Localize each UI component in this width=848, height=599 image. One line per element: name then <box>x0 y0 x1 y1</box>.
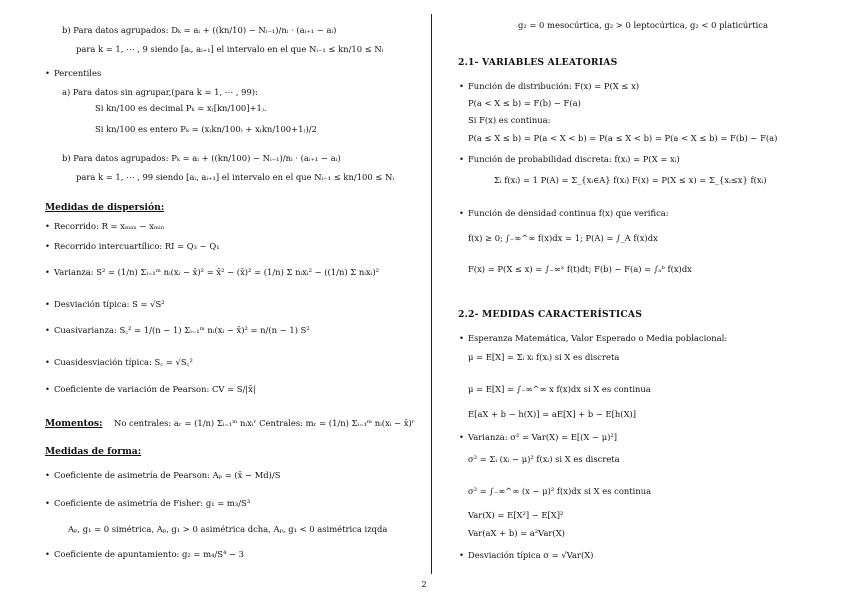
variance-definition-item: • Varianza: σ² = Var(X) = E[(X − μ)²] <box>468 432 617 443</box>
expectation-continuous: μ = E[X] = ∫₋∞^∞ x f(x)dx si X es continua <box>468 384 651 394</box>
expectation-item: • Esperanza Matemática, Valor Esperado o Media poblacional: <box>468 333 727 344</box>
percentiles-integer-case: Si kn/100 es entero Pₖ = (x₍kn/100₎ + x₍kn/100+1₎)/2 <box>95 124 317 134</box>
discrete-probability-item: • Función de probabilidad discreta: f(xᵢ) = P(X = xᵢ) <box>468 154 680 165</box>
variance-continuous: σ² = ∫₋∞^∞ (x − μ)² f(x)dx si X es continua <box>468 486 652 496</box>
iqr-item: • Recorrido intercuartílico: RI = Q₃ − Q₁ <box>54 241 220 252</box>
range-item: • Recorrido: R = xₘₐₓ − xₘᵢₙ <box>54 221 164 232</box>
discrete-properties: Σᵢ f(xᵢ) = 1 P(A) = Σ_{xᵢ∈A} f(xᵢ) F(x) = P(X ≤ x) = Σ_{xᵢ≤x} f(xᵢ) <box>494 175 767 185</box>
kurtosis-interpretation: g₂ = 0 mesocúrtica, g₂ > 0 leptocúrtica, g₂ < 0 platicúrtica <box>518 20 768 30</box>
interval-probability: P(a < X ≤ b) = F(b) − F(a) <box>468 98 581 108</box>
percentiles-grouped-formula: b) Para datos agrupados: Pₖ = aᵢ + ((kn/100) − Nᵢ₋₁)/nᵢ · (aᵢ₊₁ − aᵢ) <box>62 153 341 163</box>
column-divider <box>431 14 432 574</box>
percentiles-decimal-case: Si kn/100 es decimal Pₖ = x₍[kn/100]+1₎. <box>95 103 267 113</box>
section-characteristic-measures-heading: 2.2- MEDIDAS CARACTERÍSTICAS <box>458 309 643 320</box>
distribution-function-item: • Función de distribución: F(x) = P(X ≤ x) <box>468 81 639 92</box>
deciles-range-text: para k = 1, ⋯ , 9 siendo [aᵢ, aᵢ₊₁] el intervalo en el que Nᵢ₋₁ ≤ kn/10 ≤ Nᵢ <box>76 44 384 54</box>
quasivariance-item: • Cuasivarianza: S꜀² = 1/(n − 1) Σᵢ₌₁ᵐ nᵢ(xᵢ − x̄)² = n/(n − 1) S² <box>54 325 310 336</box>
skewness-interpretation: Aₚ, g₁ = 0 simétrica, Aₚ, g₁ > 0 asimétrica dcha, Aₚ, g₁ < 0 asimétrica izqda <box>68 524 388 534</box>
pearson-cv-item: • Coeficiente de variación de Pearson: CV = S/|x̄| <box>54 384 256 395</box>
deciles-grouped-formula: b) Para datos agrupados: Dₖ = aᵢ + ((kn/10) − Nᵢ₋₁)/nᵢ · (aᵢ₊₁ − aᵢ) <box>62 25 337 35</box>
density-cdf-relations: F(x) = P(X ≤ x) = ∫₋∞ˣ f(t)dt; F(b) − F(a) = ∫ₐᵇ f(x)dx <box>468 264 692 274</box>
quasi-std-dev-item: • Cuasidesviación típica: S꜀ = √S꜀² <box>54 357 193 368</box>
fisher-skewness-item: • Coeficiente de asimetría de Fisher: g₁ = m₃/S³ <box>54 498 250 509</box>
dispersion-heading: Medidas de dispersión: <box>45 202 165 213</box>
section-random-variables-heading: 2.1- VARIABLES ALEATORIAS <box>458 57 618 68</box>
moments-heading: Momentos: <box>45 418 103 429</box>
expectation-linearity: E[aX + b − h(X)] = aE[X] + b − E[h(X)] <box>468 409 637 419</box>
expectation-discrete: μ = E[X] = Σᵢ xᵢ f(xᵢ) si X es discreta <box>468 352 620 362</box>
continuous-condition: Si F(x) es continua: <box>468 115 551 125</box>
variance-shortcut: Var(X) = E[X²] − E[X]² <box>468 510 564 520</box>
variance-discrete: σ² = Σᵢ (xᵢ − μ)² f(xᵢ) si X es discreta <box>468 454 620 464</box>
pearson-skewness-item: • Coeficiente de asimetría de Pearson: Aₚ = (x̄ − Md)/S <box>54 470 281 481</box>
variance-item: • Varianza: S² = (1/n) Σᵢ₌₁ᵐ nᵢ(xᵢ − x̄)² = x̄² − (x̄)² = (1/n) Σ nᵢxᵢ² − ((1/n) Σ nᵢxᵢ)² <box>54 267 379 278</box>
continuous-equalities: P(a ≤ X ≤ b) = P(a < X < b) = P(a ≤ X < b) = P(a < X ≤ b) = F(b) − F(a) <box>468 133 778 143</box>
percentiles-heading: • Percentiles <box>54 68 101 79</box>
kurtosis-item: • Coeficiente de apuntamiento: g₂ = m₄/S⁴ − 3 <box>54 549 244 560</box>
std-deviation-definition-item: • Desviación típica σ = √Var(X) <box>468 550 593 561</box>
variance-linear-transform: Var(aX + b) = a²Var(X) <box>468 528 565 538</box>
page-number: 2 <box>421 579 427 589</box>
density-function-item: • Función de densidad continua f(x) que verifica: <box>468 208 669 219</box>
moments-formulas: No centrales: aᵣ = (1/n) Σᵢ₌₁ᵐ nᵢxᵢʳ Centrales: mᵣ = (1/n) Σᵢ₌₁ᵐ nᵢ(xᵢ − x̄)ʳ <box>114 418 415 428</box>
percentiles-ungrouped-title: a) Para datos sin agrupar,(para k = 1, ⋯ , 99): <box>62 87 258 97</box>
shape-heading: Medidas de forma: <box>45 446 142 457</box>
density-properties: f(x) ≥ 0; ∫₋∞^∞ f(x)dx = 1; P(A) = ∫_A f(x)dx <box>468 233 658 243</box>
std-dev-item: • Desviación típica: S = √S² <box>54 299 165 310</box>
percentiles-range-text: para k = 1, ⋯ , 99 siendo [aᵢ, aᵢ₊₁] el intervalo en el que Nᵢ₋₁ ≤ kn/100 ≤ Nᵢ <box>76 172 395 182</box>
